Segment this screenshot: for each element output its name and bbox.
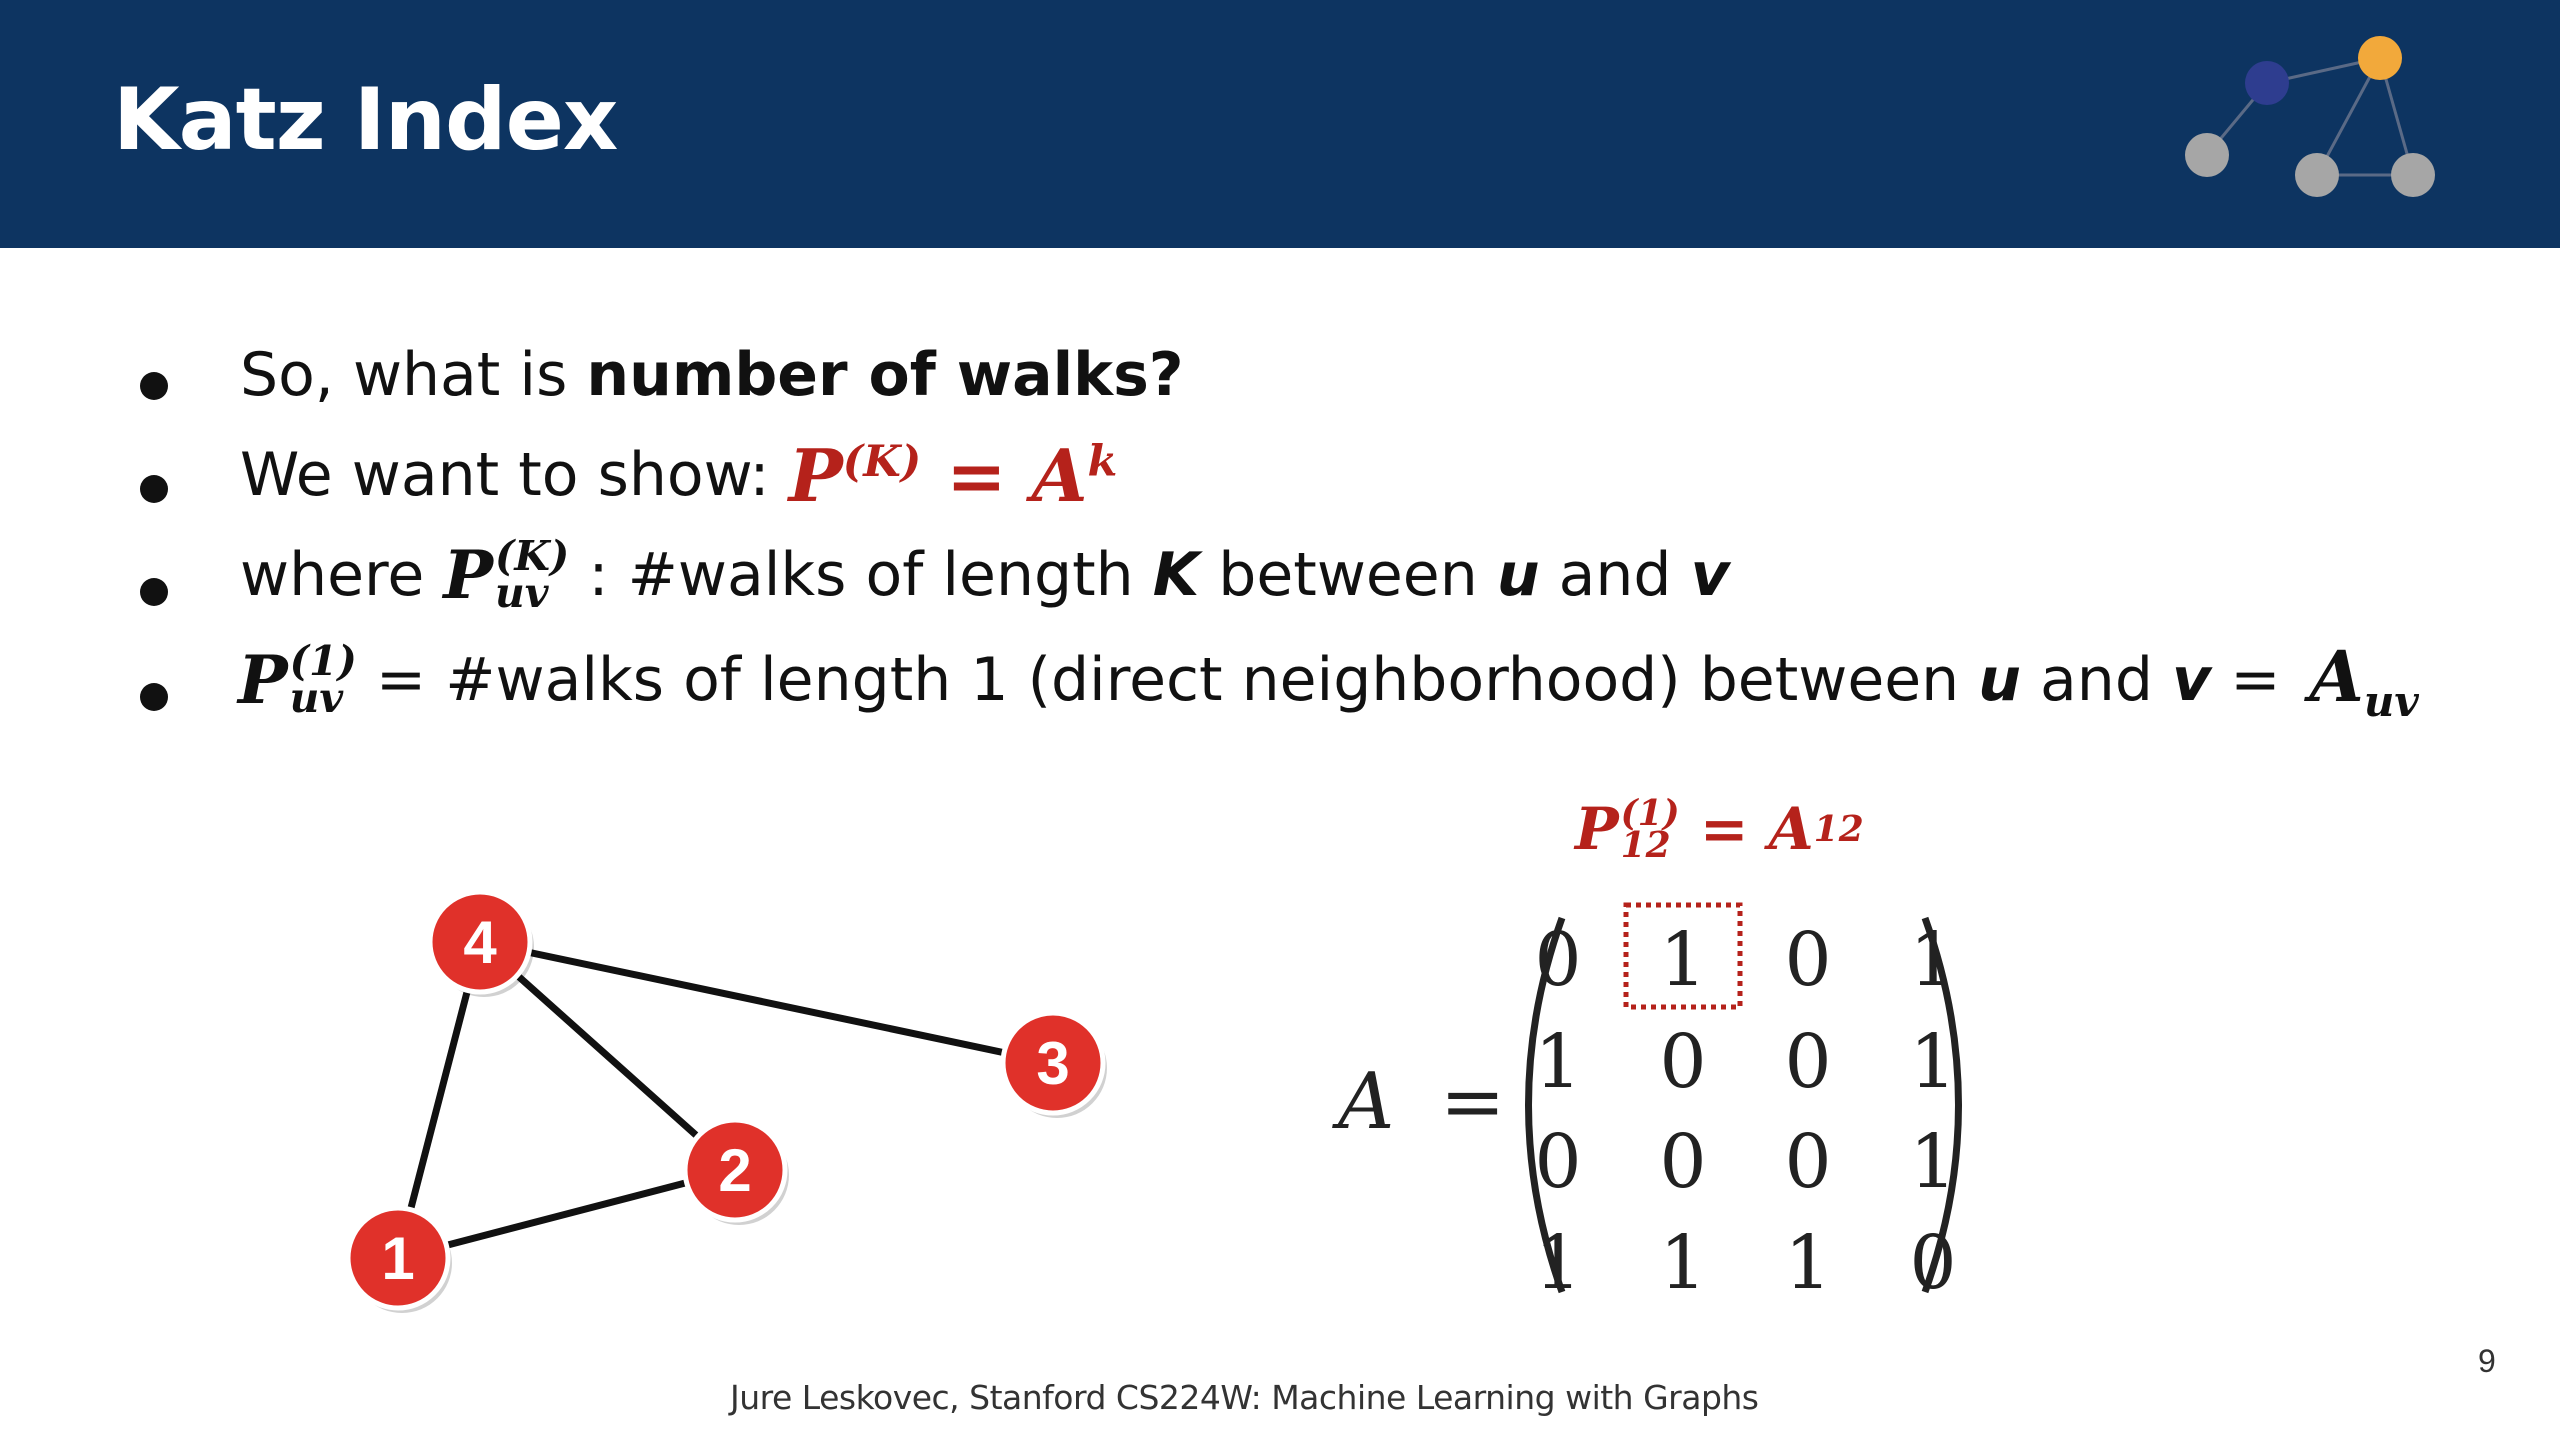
formula-p-uv-1: P (1) uv <box>238 637 357 722</box>
matrix-cell-0-1: 1 <box>1659 917 1707 1003</box>
formula-p-uv-k: P (K) uv <box>443 532 570 617</box>
matrix-equals: = <box>1440 1057 1506 1147</box>
svg-text:1: 1 <box>381 1225 415 1292</box>
bullet-3-desc: : #walks of length <box>569 540 1153 610</box>
svg-text:3: 3 <box>1036 1030 1070 1097</box>
svg-text:2: 2 <box>718 1137 752 1204</box>
bullet-3-and: and <box>1539 540 1691 610</box>
matrix-cell-1-0: 1 <box>1534 1019 1582 1105</box>
bullet-4-and: and <box>2020 645 2172 715</box>
matrix-cell-0-0: 0 <box>1534 917 1582 1003</box>
bullet-dot <box>140 475 168 503</box>
matrix-cell-1-2: 0 <box>1784 1019 1832 1105</box>
svg-text:4: 4 <box>463 909 497 976</box>
bullet-dot <box>140 372 168 400</box>
footer-credit: Jure Leskovec, Stanford CS224W: Machine Learning with Graphs <box>730 1378 1759 1417</box>
matrix-cell-2-2: 0 <box>1784 1119 1832 1205</box>
matrix-cell-3-2: 1 <box>1784 1220 1832 1306</box>
graph-node-2 <box>685 1120 789 1225</box>
bullet-1-bold: number of walks? <box>586 340 1184 410</box>
formula-p-k-equals-a-k: $P^{(K)} = A^k$ <box>788 432 1118 518</box>
matrix-cell-1-3: 1 <box>1909 1019 1957 1105</box>
bullet-3-between: between <box>1199 540 1497 610</box>
graph-node-1 <box>348 1208 452 1313</box>
graph-node-4 <box>430 892 534 997</box>
graph-edge-3-4 <box>480 942 1053 1063</box>
matrix-cell-0-3: 1 <box>1909 917 1957 1003</box>
graph-node-3 <box>1003 1013 1107 1118</box>
example-graph <box>320 870 1140 1340</box>
graph-logo-icon <box>2170 25 2470 215</box>
bullet-4-desc: = #walks of length 1 (direct neighborhood) between <box>356 645 1979 715</box>
page-number: 9 <box>2478 1343 2496 1379</box>
matrix-cell-3-1: 1 <box>1659 1220 1707 1306</box>
bullet-4-eq: = <box>2211 645 2300 715</box>
symbol-v: v <box>1690 540 1730 610</box>
bullet-2-text: We want to show: <box>240 440 789 510</box>
matrix-cell-2-0: 0 <box>1534 1119 1582 1205</box>
matrix-cell-1-1: 0 <box>1659 1019 1707 1105</box>
adjacency-matrix <box>1290 880 2050 1330</box>
bullet-1-text: So, what is <box>240 340 587 410</box>
formula-a-uv: $A_{uv}$ <box>2309 634 2419 726</box>
symbol-v: v <box>2172 645 2212 715</box>
matrix-cell-2-1: 0 <box>1659 1119 1707 1205</box>
bullet-dot <box>140 578 168 606</box>
matrix-cell-0-2: 0 <box>1784 917 1832 1003</box>
matrix-cell-3-0: 1 <box>1534 1220 1582 1306</box>
matrix-annotation: P (1) 12 = A 12 <box>1575 791 1864 866</box>
slide-title: Katz Index <box>113 70 618 170</box>
matrix-cell-2-3: 1 <box>1909 1119 1957 1205</box>
matrix-cell-3-3: 0 <box>1909 1220 1957 1306</box>
symbol-k: K <box>1152 540 1200 610</box>
matrix-label: A <box>1338 1057 1395 1147</box>
symbol-u: u <box>1978 645 2021 715</box>
bullet-3-text: where <box>240 540 444 610</box>
bullet-dot <box>140 683 168 711</box>
symbol-u: u <box>1496 540 1540 610</box>
